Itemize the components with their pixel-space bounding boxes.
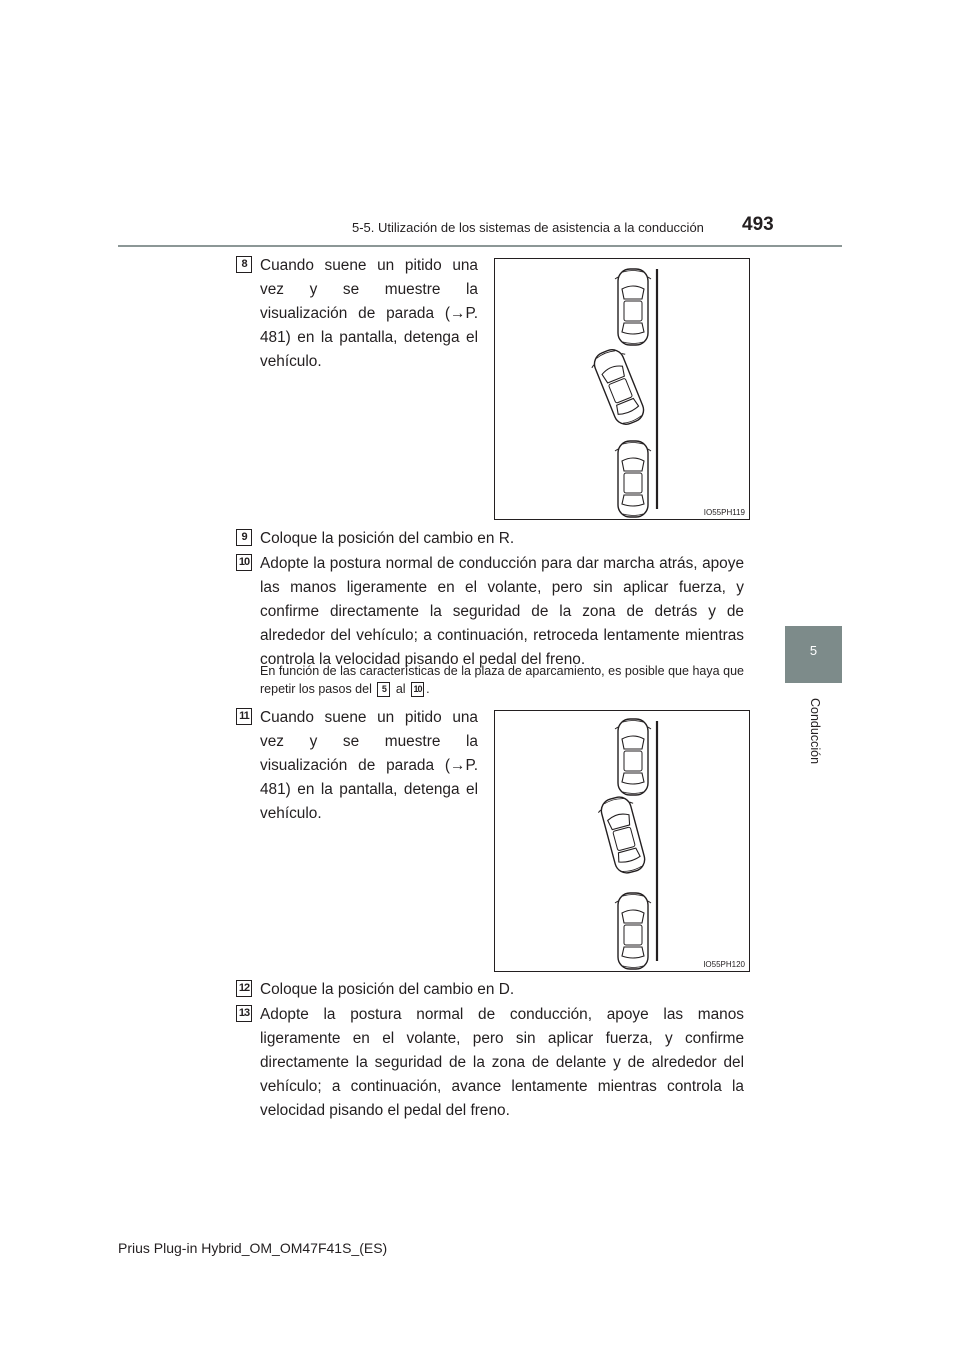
step-text-9: Coloque la posición del cambio en R. bbox=[260, 530, 515, 547]
parked-car-rear bbox=[615, 893, 651, 969]
note-text-middle: al bbox=[395, 682, 406, 696]
own-car bbox=[596, 794, 650, 877]
header-divider bbox=[118, 245, 842, 247]
chapter-tab bbox=[785, 626, 842, 683]
note-text-before: En función de las características de la plaza de aparcamiento, es posible que haya que repetir los pasos del bbox=[260, 664, 744, 696]
step-text-12: Coloque la posición del cambio en D. bbox=[260, 981, 515, 998]
step-number-12: 12 bbox=[236, 980, 252, 997]
parking-diagram-1 bbox=[495, 259, 749, 519]
parking-figure-1 bbox=[494, 258, 750, 520]
parked-car-front bbox=[615, 719, 651, 795]
parking-diagram-2 bbox=[495, 711, 749, 971]
parked-car-front bbox=[615, 269, 651, 345]
repeat-steps-note bbox=[260, 662, 744, 698]
step-number-8: 8 bbox=[236, 256, 252, 273]
step-text-11: Cuando suene un pitido una vez y se muestre la visualización de parada (→P. 481) en la pantalla, detenga el vehículo. bbox=[260, 709, 478, 822]
note-text-after: . bbox=[426, 682, 430, 696]
footer-manual-id: Prius Plug-in Hybrid_OM_OM47F41S_(ES) bbox=[118, 1240, 388, 1256]
figure-code: IO55PH120 bbox=[703, 960, 745, 969]
step-text-10: Adopte la postura normal de conducción para dar marcha atrás, apoye las manos ligeramente en el volante, pero sin aplicar fuerza, y confirme directamente la seguridad de la zona de detrás y de alrededor del vehículo; a continuación, retroceda lentamente mientras controla la velocidad pisando el pedal del freno. bbox=[260, 555, 744, 668]
chapter-tab-title-box bbox=[785, 686, 842, 816]
chapter-title: Conducción bbox=[808, 698, 822, 765]
step-number-11: 11 bbox=[236, 708, 252, 725]
running-header-section: 5-5. Utilización de los sistemas de asistencia a la conducción bbox=[352, 220, 704, 235]
parked-car-rear bbox=[615, 441, 651, 517]
note-ref-step-10: 10 bbox=[411, 682, 424, 697]
note-ref-step-5: 5 bbox=[377, 682, 390, 697]
step-number-9: 9 bbox=[236, 529, 252, 546]
step-number-10: 10 bbox=[236, 554, 252, 571]
step-text-13: Adopte la postura normal de conducción, apoye las manos ligeramente en el volante, pero sin aplicar fuerza, y confirme directamente la seguridad de la zona de delante y de alrededor del vehículo; a continuación, avance lentamente mientras controla la velocidad pisando el pedal del freno. bbox=[260, 1006, 744, 1119]
step-number-13: 13 bbox=[236, 1005, 252, 1022]
chapter-number: 5 bbox=[809, 643, 818, 658]
own-car bbox=[588, 345, 650, 429]
page-number: 493 bbox=[742, 214, 774, 235]
step-text-8: Cuando suene un pitido una vez y se muestre la visualización de parada (→P. 481) en la pantalla, detenga el vehículo. bbox=[260, 257, 478, 370]
figure-code: IO55PH119 bbox=[703, 508, 745, 517]
parking-figure-2 bbox=[494, 710, 750, 972]
